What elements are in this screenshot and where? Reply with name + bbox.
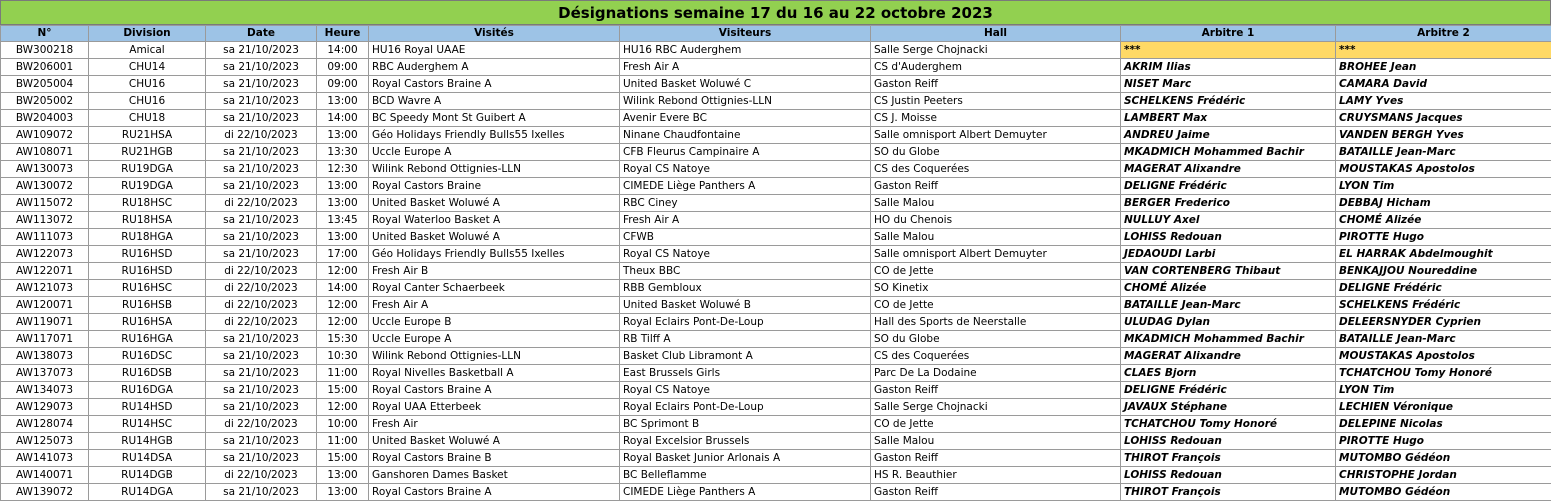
time-cell[interactable]: 12:00 xyxy=(317,297,369,314)
division-cell[interactable]: RU19DGA xyxy=(89,161,206,178)
date-cell[interactable]: di 22/10/2023 xyxy=(206,263,317,280)
division-cell[interactable]: RU16HSD xyxy=(89,263,206,280)
time-cell[interactable]: 11:00 xyxy=(317,433,369,450)
col-header-division[interactable]: Division xyxy=(89,26,206,42)
match-number-cell[interactable]: BW204003 xyxy=(1,110,89,127)
match-number-cell[interactable]: AW120071 xyxy=(1,297,89,314)
time-cell[interactable]: 09:00 xyxy=(317,76,369,93)
match-number-cell[interactable]: AW137073 xyxy=(1,365,89,382)
match-number-cell[interactable]: AW115072 xyxy=(1,195,89,212)
home-team-cell[interactable]: HU16 Royal UAAE xyxy=(369,42,620,59)
home-team-cell[interactable]: Wilink Rebond Ottignies-LLN xyxy=(369,348,620,365)
col-header-referee-2[interactable]: Arbitre 2 xyxy=(1336,26,1551,42)
division-cell[interactable]: RU16DGA xyxy=(89,382,206,399)
match-number-cell[interactable]: BW205002 xyxy=(1,93,89,110)
home-team-cell[interactable]: Uccle Europe B xyxy=(369,314,620,331)
date-cell[interactable]: sa 21/10/2023 xyxy=(206,348,317,365)
match-number-cell[interactable]: AW122073 xyxy=(1,246,89,263)
home-team-cell[interactable]: Royal Castors Braine xyxy=(369,178,620,195)
time-cell[interactable]: 12:00 xyxy=(317,263,369,280)
home-team-cell[interactable]: Royal Castors Braine B xyxy=(369,450,620,467)
hall-cell[interactable]: CS des Coquerées xyxy=(871,348,1121,365)
visitor-team-cell[interactable]: CFWB xyxy=(620,229,871,246)
referee-2-cell[interactable]: *** xyxy=(1336,42,1551,59)
date-cell[interactable]: sa 21/10/2023 xyxy=(206,212,317,229)
referee-1-cell[interactable]: *** xyxy=(1121,42,1336,59)
time-cell[interactable]: 13:00 xyxy=(317,484,369,501)
match-number-cell[interactable]: AW130073 xyxy=(1,161,89,178)
home-team-cell[interactable]: Géo Holidays Friendly Bulls55 Ixelles xyxy=(369,127,620,144)
date-cell[interactable]: di 22/10/2023 xyxy=(206,416,317,433)
hall-cell[interactable]: Salle Malou xyxy=(871,229,1121,246)
hall-cell[interactable]: Salle Malou xyxy=(871,433,1121,450)
referee-1-cell[interactable]: MKADMICH Mohammed Bachir xyxy=(1121,331,1336,348)
hall-cell[interactable]: CS d'Auderghem xyxy=(871,59,1121,76)
time-cell[interactable]: 12:00 xyxy=(317,399,369,416)
table-row xyxy=(1,263,1551,280)
home-team-cell[interactable]: United Basket Woluwé A xyxy=(369,195,620,212)
division-cell[interactable]: RU14DGB xyxy=(89,467,206,484)
hall-cell[interactable]: CO de Jette xyxy=(871,297,1121,314)
division-cell[interactable]: CHU18 xyxy=(89,110,206,127)
table-row xyxy=(1,433,1551,450)
date-cell[interactable]: sa 21/10/2023 xyxy=(206,144,317,161)
time-cell[interactable]: 12:00 xyxy=(317,314,369,331)
referee-2-cell[interactable]: DEBBAJ Hicham xyxy=(1336,195,1551,212)
hall-cell[interactable]: Gaston Reiff xyxy=(871,450,1121,467)
table-row xyxy=(1,229,1551,246)
table-row xyxy=(1,178,1551,195)
division-cell[interactable]: RU16DSC xyxy=(89,348,206,365)
col-header-date[interactable]: Date xyxy=(206,26,317,42)
visitor-team-cell[interactable]: BC Sprimont B xyxy=(620,416,871,433)
home-team-cell[interactable]: BC Speedy Mont St Guibert A xyxy=(369,110,620,127)
time-cell[interactable]: 15:30 xyxy=(317,331,369,348)
time-cell[interactable]: 13:30 xyxy=(317,144,369,161)
date-cell[interactable]: di 22/10/2023 xyxy=(206,127,317,144)
hall-cell[interactable]: Hall des Sports de Neerstalle xyxy=(871,314,1121,331)
hall-cell[interactable]: Salle Serge Chojnacki xyxy=(871,399,1121,416)
match-number-cell[interactable]: AW109072 xyxy=(1,127,89,144)
home-team-cell[interactable]: Fresh Air A xyxy=(369,297,620,314)
division-cell[interactable]: RU18HSC xyxy=(89,195,206,212)
visitor-team-cell[interactable]: RBB Gembloux xyxy=(620,280,871,297)
division-cell[interactable]: RU14HSC xyxy=(89,416,206,433)
table-row xyxy=(1,467,1551,484)
time-cell[interactable]: 15:00 xyxy=(317,450,369,467)
referee-2-cell[interactable]: DELEERSNYDER Cyprien xyxy=(1336,314,1551,331)
time-cell[interactable]: 11:00 xyxy=(317,365,369,382)
time-cell[interactable]: 13:00 xyxy=(317,467,369,484)
visitor-team-cell[interactable]: CIMEDE Liège Panthers A xyxy=(620,484,871,501)
visitor-team-cell[interactable]: Basket Club Libramont A xyxy=(620,348,871,365)
division-cell[interactable]: CHU16 xyxy=(89,93,206,110)
referee-2-cell[interactable]: CAMARA David xyxy=(1336,76,1551,93)
division-cell[interactable]: RU16HSC xyxy=(89,280,206,297)
time-cell[interactable]: 10:00 xyxy=(317,416,369,433)
division-cell[interactable]: RU18HSA xyxy=(89,212,206,229)
col-header-visitors[interactable]: Visiteurs xyxy=(620,26,871,42)
match-number-cell[interactable]: AW130072 xyxy=(1,178,89,195)
division-cell[interactable]: RU19DGA xyxy=(89,178,206,195)
division-cell[interactable]: RU16HSB xyxy=(89,297,206,314)
visitor-team-cell[interactable]: Fresh Air A xyxy=(620,59,871,76)
date-cell[interactable]: sa 21/10/2023 xyxy=(206,161,317,178)
referee-2-cell[interactable]: EL HARRAK Abdelmoughit xyxy=(1336,246,1551,263)
referee-2-cell[interactable]: LYON Tim xyxy=(1336,178,1551,195)
referee-2-cell[interactable]: PIROTTE Hugo xyxy=(1336,433,1551,450)
hall-cell[interactable]: Gaston Reiff xyxy=(871,484,1121,501)
hall-cell[interactable]: CS Justin Peeters xyxy=(871,93,1121,110)
table-row xyxy=(1,110,1551,127)
time-cell[interactable]: 14:00 xyxy=(317,42,369,59)
referee-1-cell[interactable]: JAVAUX Stéphane xyxy=(1121,399,1336,416)
home-team-cell[interactable]: United Basket Woluwé A xyxy=(369,229,620,246)
hall-cell[interactable]: HS R. Beauthier xyxy=(871,467,1121,484)
visitor-team-cell[interactable]: United Basket Woluwé C xyxy=(620,76,871,93)
date-cell[interactable]: sa 21/10/2023 xyxy=(206,59,317,76)
home-team-cell[interactable]: RBC Auderghem A xyxy=(369,59,620,76)
referee-1-cell[interactable]: MKADMICH Mohammed Bachir xyxy=(1121,144,1336,161)
visitor-team-cell[interactable]: CFB Fleurus Campinaire A xyxy=(620,144,871,161)
referee-1-cell[interactable]: BERGER Frederico xyxy=(1121,195,1336,212)
division-cell[interactable]: RU18HGA xyxy=(89,229,206,246)
date-cell[interactable]: sa 21/10/2023 xyxy=(206,399,317,416)
referee-2-cell[interactable]: CHOMÉ Alizée xyxy=(1336,212,1551,229)
visitor-team-cell[interactable]: Wilink Rebond Ottignies-LLN xyxy=(620,93,871,110)
time-cell[interactable]: 13:00 xyxy=(317,195,369,212)
hall-cell[interactable]: SO Kinetix xyxy=(871,280,1121,297)
table-row xyxy=(1,365,1551,382)
time-cell[interactable]: 13:45 xyxy=(317,212,369,229)
visitor-team-cell[interactable]: Avenir Evere BC xyxy=(620,110,871,127)
home-team-cell[interactable]: Fresh Air B xyxy=(369,263,620,280)
referee-2-cell[interactable]: BENKAJJOU Noureddine xyxy=(1336,263,1551,280)
referee-2-cell[interactable]: MUTOMBO Gédéon xyxy=(1336,484,1551,501)
home-team-cell[interactable]: Royal Waterloo Basket A xyxy=(369,212,620,229)
home-team-cell[interactable]: BCD Wavre A xyxy=(369,93,620,110)
referee-1-cell[interactable]: LOHISS Redouan xyxy=(1121,467,1336,484)
match-number-cell[interactable]: BW300218 xyxy=(1,42,89,59)
table-row xyxy=(1,59,1551,76)
date-cell[interactable]: sa 21/10/2023 xyxy=(206,178,317,195)
home-team-cell[interactable]: Royal Castors Braine A xyxy=(369,76,620,93)
visitor-team-cell[interactable]: RBC Ciney xyxy=(620,195,871,212)
visitor-team-cell[interactable]: Royal Eclairs Pont-De-Loup xyxy=(620,314,871,331)
match-number-cell[interactable]: AW134073 xyxy=(1,382,89,399)
referee-2-cell[interactable]: MUTOMBO Gédéon xyxy=(1336,450,1551,467)
table-row xyxy=(1,42,1551,59)
referee-2-cell[interactable]: LAMY Yves xyxy=(1336,93,1551,110)
referee-1-cell[interactable]: AKRIM Ilias xyxy=(1121,59,1336,76)
hall-cell[interactable]: SO du Globe xyxy=(871,144,1121,161)
visitor-team-cell[interactable]: CIMEDE Liège Panthers A xyxy=(620,178,871,195)
time-cell[interactable]: 13:00 xyxy=(317,127,369,144)
home-team-cell[interactable]: Royal Castors Braine A xyxy=(369,382,620,399)
table-row xyxy=(1,76,1551,93)
division-cell[interactable]: CHU14 xyxy=(89,59,206,76)
division-cell[interactable]: RU14HGB xyxy=(89,433,206,450)
visitor-team-cell[interactable]: RB Tilff A xyxy=(620,331,871,348)
division-cell[interactable]: RU21HGB xyxy=(89,144,206,161)
date-cell[interactable]: sa 21/10/2023 xyxy=(206,484,317,501)
visitor-team-cell[interactable]: Royal CS Natoye xyxy=(620,246,871,263)
referee-1-cell[interactable]: MAGERAT Alixandre xyxy=(1121,161,1336,178)
table-row xyxy=(1,399,1551,416)
referee-1-cell[interactable]: SCHELKENS Frédéric xyxy=(1121,93,1336,110)
table-body xyxy=(1,42,1551,501)
date-cell[interactable]: sa 21/10/2023 xyxy=(206,246,317,263)
time-cell[interactable]: 09:00 xyxy=(317,59,369,76)
col-header-time[interactable]: Heure xyxy=(317,26,369,42)
date-cell[interactable]: sa 21/10/2023 xyxy=(206,110,317,127)
match-number-cell[interactable]: AW125073 xyxy=(1,433,89,450)
home-team-cell[interactable]: Royal UAA Etterbeek xyxy=(369,399,620,416)
referee-1-cell[interactable]: THIROT François xyxy=(1121,450,1336,467)
referee-1-cell[interactable]: DELIGNE Frédéric xyxy=(1121,382,1336,399)
table-row xyxy=(1,416,1551,433)
match-number-cell[interactable]: AW128074 xyxy=(1,416,89,433)
table-row xyxy=(1,127,1551,144)
date-cell[interactable]: di 22/10/2023 xyxy=(206,314,317,331)
hall-cell[interactable]: HO du Chenois xyxy=(871,212,1121,229)
col-header-home[interactable]: Visités xyxy=(369,26,620,42)
division-cell[interactable]: RU16HSA xyxy=(89,314,206,331)
match-number-cell[interactable]: AW119071 xyxy=(1,314,89,331)
referee-2-cell[interactable]: DELEPINE Nicolas xyxy=(1336,416,1551,433)
match-number-cell[interactable]: AW122071 xyxy=(1,263,89,280)
referee-1-cell[interactable]: JEDAOUDI Larbi xyxy=(1121,246,1336,263)
visitor-team-cell[interactable]: East Brussels Girls xyxy=(620,365,871,382)
referee-2-cell[interactable]: TCHATCHOU Tomy Honoré xyxy=(1336,365,1551,382)
header-row xyxy=(1,26,1551,42)
referee-1-cell[interactable]: ANDREU Jaime xyxy=(1121,127,1336,144)
hall-cell[interactable]: CS des Coquerées xyxy=(871,161,1121,178)
visitor-team-cell[interactable]: BC Belleflamme xyxy=(620,467,871,484)
home-team-cell[interactable]: Ganshoren Dames Basket xyxy=(369,467,620,484)
date-cell[interactable]: sa 21/10/2023 xyxy=(206,76,317,93)
date-cell[interactable]: sa 21/10/2023 xyxy=(206,433,317,450)
hall-cell[interactable]: CO de Jette xyxy=(871,263,1121,280)
date-cell[interactable]: di 22/10/2023 xyxy=(206,195,317,212)
date-cell[interactable]: sa 21/10/2023 xyxy=(206,450,317,467)
match-number-cell[interactable]: AW139072 xyxy=(1,484,89,501)
division-cell[interactable]: RU16HGA xyxy=(89,331,206,348)
referee-1-cell[interactable]: TCHATCHOU Tomy Honoré xyxy=(1121,416,1336,433)
table-row xyxy=(1,246,1551,263)
date-cell[interactable]: di 22/10/2023 xyxy=(206,280,317,297)
match-number-cell[interactable]: BW205004 xyxy=(1,76,89,93)
col-header-hall[interactable]: Hall xyxy=(871,26,1121,42)
referee-2-cell[interactable]: PIROTTE Hugo xyxy=(1336,229,1551,246)
referee-2-cell[interactable]: LECHIEN Véronique xyxy=(1336,399,1551,416)
referee-1-cell[interactable]: THIROT François xyxy=(1121,484,1336,501)
date-cell[interactable]: sa 21/10/2023 xyxy=(206,331,317,348)
referee-2-cell[interactable]: CRUYSMANS Jacques xyxy=(1336,110,1551,127)
home-team-cell[interactable]: Royal Canter Schaerbeek xyxy=(369,280,620,297)
date-cell[interactable]: sa 21/10/2023 xyxy=(206,42,317,59)
time-cell[interactable]: 13:00 xyxy=(317,178,369,195)
home-team-cell[interactable]: Wilink Rebond Ottignies-LLN xyxy=(369,161,620,178)
referee-2-cell[interactable]: LYON Tim xyxy=(1336,382,1551,399)
match-number-cell[interactable]: AW138073 xyxy=(1,348,89,365)
referee-1-cell[interactable]: DELIGNE Frédéric xyxy=(1121,178,1336,195)
table-row xyxy=(1,331,1551,348)
time-cell[interactable]: 13:00 xyxy=(317,93,369,110)
match-number-cell[interactable]: AW117071 xyxy=(1,331,89,348)
home-team-cell[interactable]: Géo Holidays Friendly Bulls55 Ixelles xyxy=(369,246,620,263)
hall-cell[interactable]: Salle Malou xyxy=(871,195,1121,212)
time-cell[interactable]: 13:00 xyxy=(317,229,369,246)
table-row xyxy=(1,161,1551,178)
table-row xyxy=(1,195,1551,212)
match-number-cell[interactable]: AW113072 xyxy=(1,212,89,229)
date-cell[interactable]: sa 21/10/2023 xyxy=(206,382,317,399)
visitor-team-cell[interactable]: Ninane Chaudfontaine xyxy=(620,127,871,144)
date-cell[interactable]: sa 21/10/2023 xyxy=(206,229,317,246)
visitor-team-cell[interactable]: United Basket Woluwé B xyxy=(620,297,871,314)
referee-2-cell[interactable]: BATAILLE Jean-Marc xyxy=(1336,331,1551,348)
hall-cell[interactable]: Salle Serge Chojnacki xyxy=(871,42,1121,59)
referee-1-cell[interactable]: VAN CORTENBERG Thibaut xyxy=(1121,263,1336,280)
visitor-team-cell[interactable]: Royal Excelsior Brussels xyxy=(620,433,871,450)
match-number-cell[interactable]: AW141073 xyxy=(1,450,89,467)
division-cell[interactable]: CHU16 xyxy=(89,76,206,93)
referee-2-cell[interactable]: MOUSTAKAS Apostolos xyxy=(1336,161,1551,178)
time-cell[interactable]: 14:00 xyxy=(317,280,369,297)
referee-1-cell[interactable]: CHOMÉ Alizée xyxy=(1121,280,1336,297)
home-team-cell[interactable]: Uccle Europe A xyxy=(369,331,620,348)
hall-cell[interactable]: Gaston Reiff xyxy=(871,178,1121,195)
referee-1-cell[interactable]: LOHISS Redouan xyxy=(1121,433,1336,450)
referee-1-cell[interactable]: BATAILLE Jean-Marc xyxy=(1121,297,1336,314)
time-cell[interactable]: 12:30 xyxy=(317,161,369,178)
division-cell[interactable]: RU14HSD xyxy=(89,399,206,416)
division-cell[interactable]: RU21HSA xyxy=(89,127,206,144)
col-header-number[interactable]: N° xyxy=(1,26,89,42)
date-cell[interactable]: sa 21/10/2023 xyxy=(206,365,317,382)
home-team-cell[interactable]: Uccle Europe A xyxy=(369,144,620,161)
division-cell[interactable]: RU14DSA xyxy=(89,450,206,467)
table-row xyxy=(1,314,1551,331)
time-cell[interactable]: 10:30 xyxy=(317,348,369,365)
date-cell[interactable]: sa 21/10/2023 xyxy=(206,93,317,110)
designations-table xyxy=(0,25,1551,501)
referee-2-cell[interactable]: CHRISTOPHE Jordan xyxy=(1336,467,1551,484)
table-row xyxy=(1,348,1551,365)
hall-cell[interactable]: Parc De La Dodaine xyxy=(871,365,1121,382)
table-row xyxy=(1,450,1551,467)
hall-cell[interactable]: Salle omnisport Albert Demuyter xyxy=(871,127,1121,144)
division-cell[interactable]: RU16DSB xyxy=(89,365,206,382)
referee-1-cell[interactable]: LAMBERT Max xyxy=(1121,110,1336,127)
table-row xyxy=(1,382,1551,399)
referee-1-cell[interactable]: LOHISS Redouan xyxy=(1121,229,1336,246)
match-number-cell[interactable]: BW206001 xyxy=(1,59,89,76)
referee-2-cell[interactable]: BATAILLE Jean-Marc xyxy=(1336,144,1551,161)
referee-1-cell[interactable]: NISET Marc xyxy=(1121,76,1336,93)
visitor-team-cell[interactable]: Royal Basket Junior Arlonais A xyxy=(620,450,871,467)
home-team-cell[interactable]: Fresh Air xyxy=(369,416,620,433)
referee-2-cell[interactable]: SCHELKENS Frédéric xyxy=(1336,297,1551,314)
time-cell[interactable]: 14:00 xyxy=(317,110,369,127)
match-number-cell[interactable]: AW108071 xyxy=(1,144,89,161)
table-row xyxy=(1,93,1551,110)
col-header-referee-1[interactable]: Arbitre 1 xyxy=(1121,26,1336,42)
date-cell[interactable]: di 22/10/2023 xyxy=(206,297,317,314)
match-number-cell[interactable]: AW129073 xyxy=(1,399,89,416)
referee-2-cell[interactable]: VANDEN BERGH Yves xyxy=(1336,127,1551,144)
table-row xyxy=(1,280,1551,297)
hall-cell[interactable]: Gaston Reiff xyxy=(871,382,1121,399)
table-row xyxy=(1,484,1551,501)
division-cell[interactable]: Amical xyxy=(89,42,206,59)
visitor-team-cell[interactable]: Royal CS Natoye xyxy=(620,161,871,178)
division-cell[interactable]: RU14DGA xyxy=(89,484,206,501)
time-cell[interactable]: 17:00 xyxy=(317,246,369,263)
home-team-cell[interactable]: Royal Castors Braine A xyxy=(369,484,620,501)
hall-cell[interactable]: CS J. Moisse xyxy=(871,110,1121,127)
sheet-title: Désignations semaine 17 du 16 au 22 octobre 2023 xyxy=(0,0,1551,25)
division-cell[interactable]: RU16HSD xyxy=(89,246,206,263)
referee-1-cell[interactable]: NULLUY Axel xyxy=(1121,212,1336,229)
referee-2-cell[interactable]: DELIGNE Frédéric xyxy=(1336,280,1551,297)
hall-cell[interactable]: Salle omnisport Albert Demuyter xyxy=(871,246,1121,263)
referee-1-cell[interactable]: ULUDAG Dylan xyxy=(1121,314,1336,331)
visitor-team-cell[interactable]: Royal CS Natoye xyxy=(620,382,871,399)
table-row xyxy=(1,144,1551,161)
hall-cell[interactable]: Gaston Reiff xyxy=(871,76,1121,93)
date-cell[interactable]: di 22/10/2023 xyxy=(206,467,317,484)
referee-1-cell[interactable]: CLAES Bjorn xyxy=(1121,365,1336,382)
table-row xyxy=(1,212,1551,229)
home-team-cell[interactable]: Royal Nivelles Basketball A xyxy=(369,365,620,382)
match-number-cell[interactable]: AW121073 xyxy=(1,280,89,297)
visitor-team-cell[interactable]: Royal Eclairs Pont-De-Loup xyxy=(620,399,871,416)
hall-cell[interactable]: SO du Globe xyxy=(871,331,1121,348)
visitor-team-cell[interactable]: Theux BBC xyxy=(620,263,871,280)
time-cell[interactable]: 15:00 xyxy=(317,382,369,399)
home-team-cell[interactable]: United Basket Woluwé A xyxy=(369,433,620,450)
hall-cell[interactable]: CO de Jette xyxy=(871,416,1121,433)
referee-2-cell[interactable]: MOUSTAKAS Apostolos xyxy=(1336,348,1551,365)
match-number-cell[interactable]: AW140071 xyxy=(1,467,89,484)
match-number-cell[interactable]: AW111073 xyxy=(1,229,89,246)
referee-2-cell[interactable]: BROHEE Jean xyxy=(1336,59,1551,76)
visitor-team-cell[interactable]: HU16 RBC Auderghem xyxy=(620,42,871,59)
visitor-team-cell[interactable]: Fresh Air A xyxy=(620,212,871,229)
referee-1-cell[interactable]: MAGERAT Alixandre xyxy=(1121,348,1336,365)
table-row xyxy=(1,297,1551,314)
